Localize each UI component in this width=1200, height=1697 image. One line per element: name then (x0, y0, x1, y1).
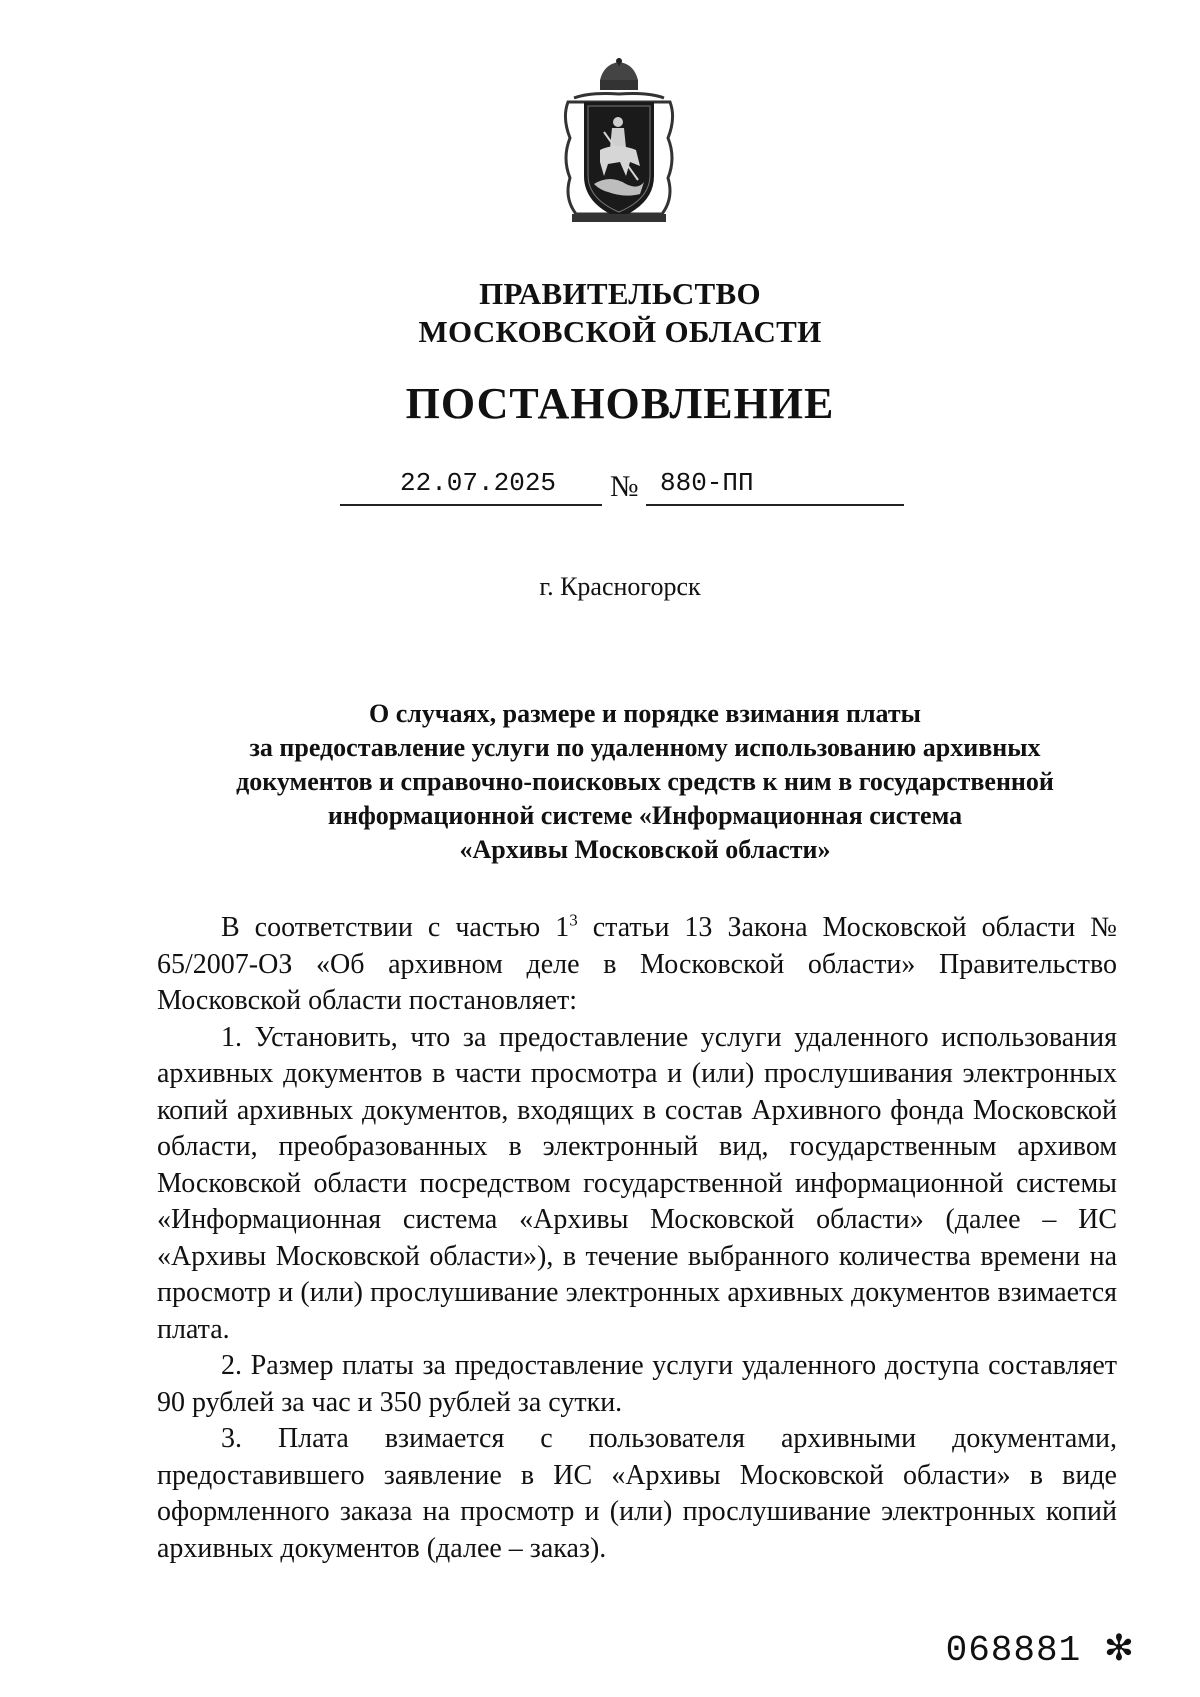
subject-line: «Архивы Московской области» (459, 835, 831, 864)
subject-line: документов и справочно-поисковых средств к ним в государственной (236, 767, 1054, 796)
serial-number-stamp (946, 1628, 1135, 1671)
date-underline (340, 504, 602, 506)
document-date: 22.07.2025 (400, 468, 557, 498)
issue-city: г. Красногорск (539, 572, 701, 601)
paragraph-2: 2. Размер платы за предоставление услуги удаленного доступа составляет 90 рублей за час и 350 рублей за сутки. (157, 1350, 1117, 1418)
number-sign: № (610, 470, 639, 503)
paragraph-3: 3. Плата взимается с пользователя архивными документами, предоставившего заявление в ИС «Архивы Московской области» в виде оформленного заказа на просмотр и (или) прослушивание электронных копий архивных документов (далее – заказ). (157, 1423, 1117, 1564)
organization-name-line1: ПРАВИТЕЛЬСТВО (479, 276, 761, 311)
serial-number: 068881 (945, 1630, 1082, 1671)
document-body (157, 910, 1117, 1567)
intro-paragraph (157, 910, 1117, 1020)
document-number: 880-ПП (660, 468, 754, 498)
number-underline (646, 504, 904, 506)
asterisk-mark-icon: ✻ (1103, 1628, 1135, 1669)
intro-text-start: В соответствии с частью 1 (221, 912, 570, 943)
registration-line (0, 468, 1200, 508)
subject-line: О случаях, размере и порядке взимания платы (369, 699, 921, 728)
coat-of-arms-emblem (560, 58, 678, 226)
subject-line: информационной системе «Информационная система (327, 801, 963, 830)
document-subject (150, 697, 1140, 867)
paragraph-1: 1. Установить, что за предоставление услуги удаленного использования архивных документов в части просмотра и (или) прослушивания электронных копий архивных документов, входящих в состав Архивного фонда Московской области, преобразованных в электронный вид, государственным архивом Московской области посредством государственной информационной системы «Информационная система «Архивы Московской области» (далее – ИС «Архивы Московской области»), в течение выбранного количества времени на просмотр и (или) прослушивание электронных архивных документов взимается плата. (157, 1021, 1117, 1345)
intro-superscript: 3 (569, 910, 578, 930)
subject-line: за предоставление услуги по удаленному использованию архивных (249, 733, 1041, 762)
intro-text-end: статьи 13 Закона Московской области № 65/2007-ОЗ «Об архивном деле в Московской области» Правительство Московской области постановляет: (157, 912, 1117, 1016)
organization-name-line2: МОСКОВСКОЙ ОБЛАСТИ (418, 314, 822, 349)
document-type-title: ПОСТАНОВЛЕНИЕ (405, 379, 835, 428)
